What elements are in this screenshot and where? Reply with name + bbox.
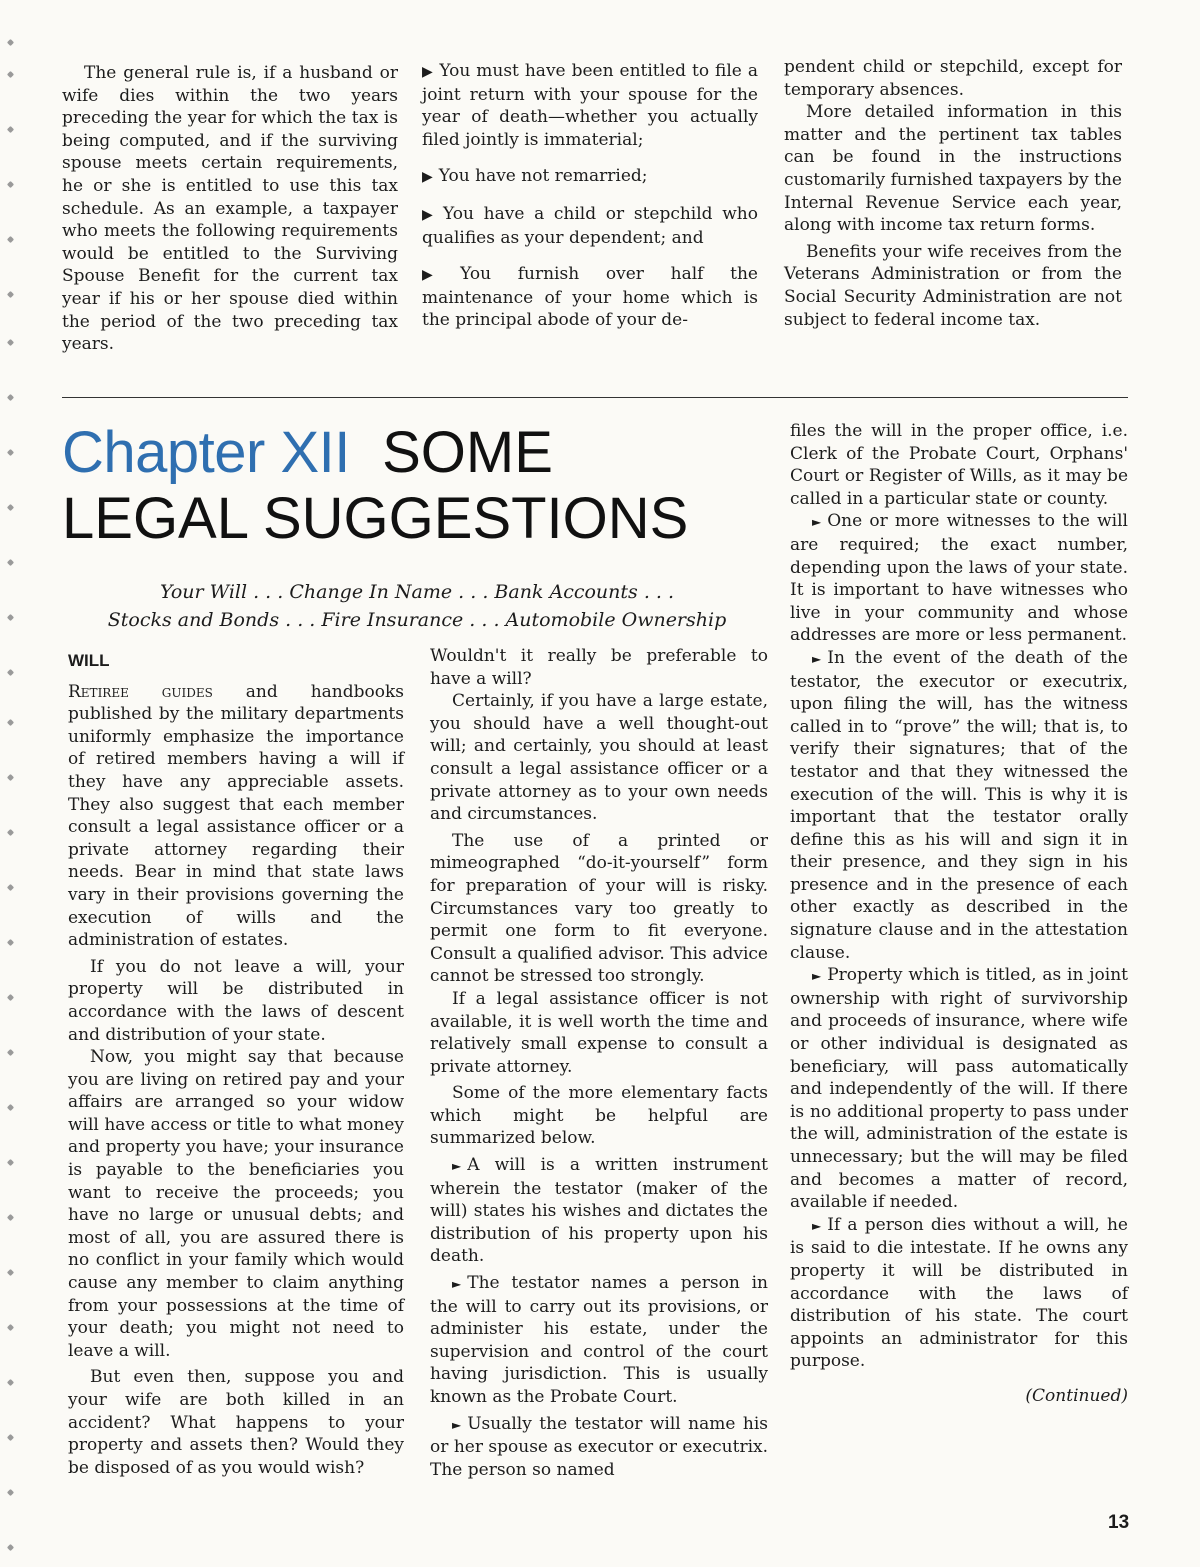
binder-hole: [7, 126, 14, 133]
binder-hole: [7, 774, 14, 781]
binder-hole: [7, 1324, 14, 1331]
fact-spouse-executor: ► Usually the testator will name his or her spouse as executor or executrix. The person so named: [430, 1413, 768, 1480]
section-heading-will: WILL: [68, 651, 110, 670]
requirement-not-remarried: ▶ You have not remarried;: [422, 166, 648, 187]
bullet-icon: ►: [452, 1159, 462, 1174]
binder-hole: [7, 1049, 14, 1056]
bottom-column-1: [68, 650, 404, 1479]
lead-in-small-caps: Retiree guides: [68, 681, 213, 702]
paragraph-retired-pay: Now, you might say that because you are living on retired pay and your affairs are arranged so your widow will have access or title to what money and property you have; your insurance is payable to the beneficiaries you want to receive the proceeds; you have no large or unusual debts; and most of all, you are assured there is no conflict in your family which would cause any member to claim anything from your possessions at the time of your death; you might not need to leave a will.: [68, 1047, 404, 1361]
paragraph-benefits: Benefits your wife receives from the Veterans Administration or from the Social Security Administration are not subject to federal income tax.: [784, 241, 1122, 330]
chapter-subtitle: [62, 578, 772, 634]
paragraph-do-it-yourself: The use of a printed or mimeographed “do-it-yourself” form for preparation of your will is risky. Circumstances vary too greatly to permit one form to fit everyone. Consult a qualified advisor. This advice cannot be stressed too strongly.: [430, 830, 768, 987]
binder-hole: [7, 504, 14, 511]
fact-witnesses: ► One or more witnesses to the will are required; the exact number, depending upon the laws of your state. It is important to have witnesses who live in your community and whose addresses are more or less permanent.: [790, 511, 1128, 646]
bullet-icon: ►: [812, 651, 822, 666]
chapter-title-line2: LEGAL SUGGESTIONS: [62, 486, 689, 551]
binder-hole: [7, 1104, 14, 1111]
bullet-icon: ▶: [422, 206, 438, 223]
bullet-icon: ►: [452, 1417, 462, 1432]
section-divider: [62, 397, 1128, 398]
binder-hole: [7, 884, 14, 891]
binder-hole: [7, 1489, 14, 1496]
binder-hole: [7, 449, 14, 456]
bottom-column-3: [790, 420, 1128, 1408]
requirement-maintenance: ▶ You furnish over half the maintenance of your home which is the principal abode of your de-: [422, 264, 758, 331]
top-column-1: [62, 62, 398, 356]
top-column-3: [784, 56, 1122, 331]
chapter-number: Chapter XII: [62, 420, 350, 485]
bottom-column-2: [430, 645, 768, 1481]
bullet-icon: ►: [452, 1277, 462, 1292]
binder-hole: [7, 1269, 14, 1276]
fact-intestate: ► If a person dies without a will, he is said to die intestate. If he owns any property it will be distributed in accordance with the laws of distribution of his state. The court appoints an administrator for this purpose.: [790, 1214, 1128, 1372]
binder-hole: [7, 1159, 14, 1166]
bullet-icon: ▶: [422, 169, 433, 186]
top-column-2: [422, 60, 758, 332]
paragraph-general-rule: The general rule is, if a husband or wife dies within the two years preceding the year for which the tax is being computed, and if the surviving spouse meets certain requirements, he or she is entitled to use this tax schedule. As an example, a taxpayer who meets the following requirements would be entitled to the Surviving Spouse Benefit for the current tax year if his or her spouse died within the period of the two preceding tax years.: [62, 63, 398, 355]
binder-hole: [7, 614, 14, 621]
fact-written-instrument: ► A will is a written instrument wherein the testator (maker of the will) states his wishes and dictates the distribution of his property upon his death.: [430, 1155, 768, 1267]
subtitle-line2: Stocks and Bonds . . . Fire Insurance . . . Automobile Ownership: [107, 609, 727, 631]
binder-hole: [7, 71, 14, 78]
binder-hole: [7, 939, 14, 946]
bullet-icon: ►: [812, 1218, 822, 1233]
paragraph-detailed-info: More detailed information in this matter and the pertinent tax tables can be found in the instructions customarily furnished taxpayers by the Internal Revenue Service each year, along with income tax return forms.: [784, 102, 1122, 236]
binder-hole: [7, 394, 14, 401]
chapter-title: [62, 420, 762, 552]
requirement-dependent-child: ▶ You have a child or stepchild who qualifies as your dependent; and: [422, 203, 758, 248]
paragraph-accident: But even then, suppose you and your wife are both killed in an accident? What happens to your property and assets then? Would they be disposed of as you would wish?: [68, 1367, 404, 1478]
paragraph-preferable: Wouldn't it really be preferable to have a will?: [430, 646, 768, 689]
binder-hole: [7, 1379, 14, 1386]
page-number: 13: [1108, 1512, 1130, 1533]
paragraph-files-will: files the will in the proper office, i.e. Clerk of the Probate Court, Orphans' Court or Register of Wills, as it may be called in a particular state or county.: [790, 421, 1128, 509]
binder-hole: [7, 669, 14, 676]
chapter-title-line1: SOME: [382, 420, 553, 485]
binder-hole: [7, 236, 14, 243]
paragraph-retiree-guides: Retiree guides and handbooks published by the military departments uniformly emphasize the importance of retired members having a will if they have any appreciable assets. They also suggest that each member consult a legal assistance officer or a private attorney regarding their needs. Bear in mind that state laws vary in their provisions governing the execution of wills and the administration of estates.: [68, 681, 404, 951]
bullet-icon: ▶: [422, 64, 434, 80]
bullet-icon: ▶: [422, 267, 455, 284]
subtitle-line1: Your Will . . . Change In Name . . . Bank Accounts . . .: [159, 581, 675, 603]
binder-hole: [7, 1544, 14, 1551]
paragraph-private-attorney: If a legal assistance officer is not available, it is well worth the time and relatively small expense to consult a private attorney.: [430, 988, 768, 1077]
bullet-icon: ►: [812, 969, 822, 984]
paragraph-dependent-continued: pendent child or stepchild, except for temporary absences.: [784, 57, 1122, 100]
requirement-joint-return: ▶ You must have been entitled to file a joint return with your spouse for the year of death—whether you actually filed jointly is immaterial;: [422, 61, 758, 150]
continued-note: (Continued): [1025, 1385, 1128, 1406]
binder-hole: [7, 291, 14, 298]
fact-executor: ► The testator names a person in the will to carry out its provisions, or administer his estate, under the supervision and control of the court having jurisdiction. This is usually known as the Probate Court.: [430, 1273, 768, 1407]
bullet-icon: ►: [812, 515, 822, 530]
binder-hole: [7, 829, 14, 836]
paragraph-elementary-facts: Some of the more elementary facts which might be helpful are summarized below.: [430, 1083, 768, 1149]
binder-hole: [7, 1214, 14, 1221]
binder-hole: [7, 559, 14, 566]
paragraph-no-will: If you do not leave a will, your property will be distributed in accordance with the laws of descent and distribution of your state.: [68, 956, 404, 1045]
binder-hole: [7, 994, 14, 1001]
binder-hole: [7, 39, 14, 46]
binder-hole: [7, 1434, 14, 1441]
binder-hole: [7, 719, 14, 726]
binder-hole: [7, 181, 14, 188]
fact-prove-will: ► In the event of the death of the testator, the executor or executrix, upon filing the will, has the witness called in to “prove” the will; that is, to verify their signatures; that of the testator and that they witnessed the execution of the will. This is why it is important that the testator orally define this as his will and sign it in their presence, and they sign in his presence and in the presence of each other exactly as described in the signature clause and in the attestation clause.: [790, 647, 1128, 963]
fact-joint-ownership: ► Property which is titled, as in joint ownership with right of survivorship and proceeds of insurance, where wife or other individual is designated as beneficiary, will pass automatically and independently of the will. If there is no additional property to pass under the will, administration of the estate is unnecessary; but the will may be filed and becomes a matter of record, available if needed.: [790, 965, 1128, 1213]
binder-hole: [7, 339, 14, 346]
binder-hole-marks: [0, 0, 20, 1567]
paragraph-large-estate: Certainly, if you have a large estate, you should have a well thought-out will; and certainly, you should at least consult a legal assistance officer or a private attorney as to your own needs and circumstances.: [430, 691, 768, 825]
